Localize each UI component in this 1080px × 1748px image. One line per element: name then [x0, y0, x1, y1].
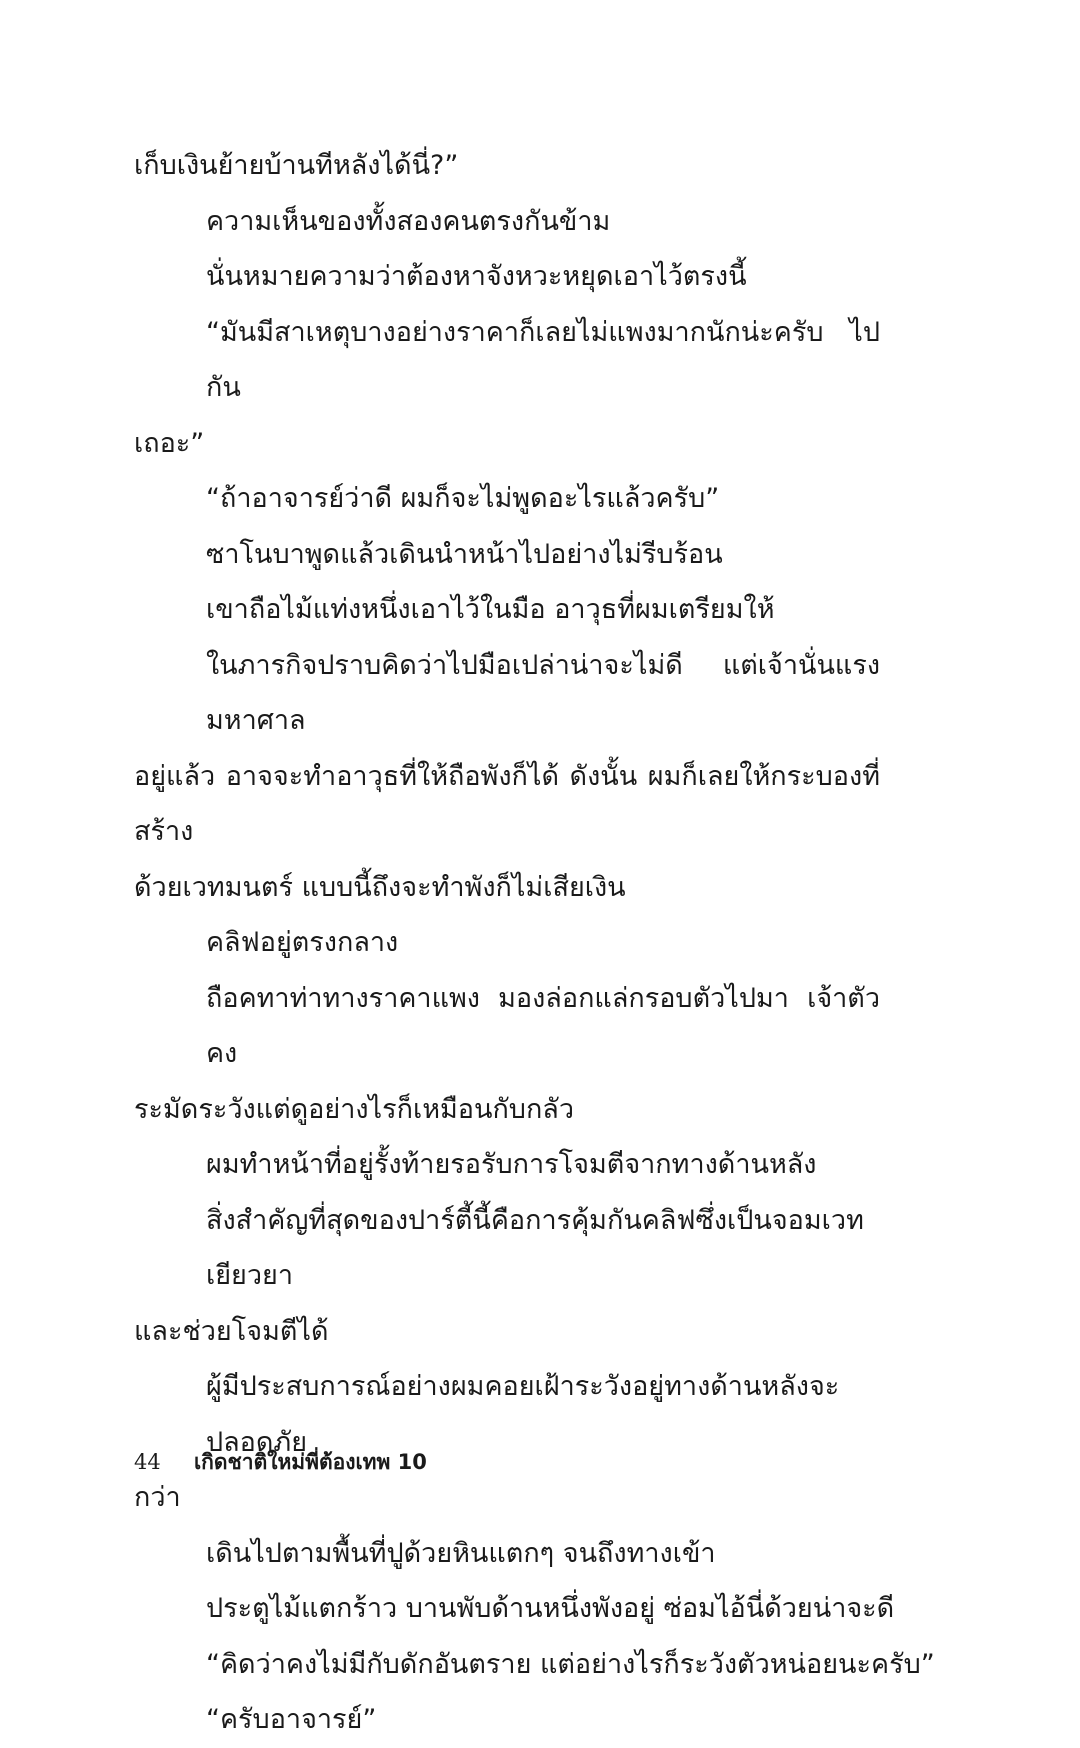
text-line: ความเห็นของทั้งสองคนตรงกันข้าม: [206, 205, 611, 237]
page-number: 44: [134, 1450, 161, 1474]
text-line: อยู่แล้ว อาจจะทำอาวุธที่ให้ถือพังก็ได้ ดังนั้น ผมก็เลยให้กระบองที่สร้าง: [134, 760, 880, 847]
text-line: ประตูไม้แตกร้าว บานพับด้านหนึ่งพังอยู่ ซ่อมไอ้นี่ด้วยน่าจะดี: [206, 1593, 895, 1624]
text-line: “มันมีสาเหตุบางอย่างราคาก็เลยไม่แพงมากนักน่ะครับ ไปกัน: [206, 316, 880, 403]
text-line: ซาโนบาพูดแล้วเดินนำหน้าไปอย่างไม่รีบร้อน: [206, 538, 723, 570]
page-footer: [134, 1447, 427, 1477]
text-line: ระมัดระวังแต่ดูอย่างไรก็เหมือนกับกลัว: [134, 1093, 575, 1125]
text-line: และช่วยโจมตีได้: [134, 1315, 329, 1347]
text-line: ในภารกิจปราบคิดว่าไปมือเปล่าน่าจะไม่ดี แต่เจ้านั่นแรงมหาศาล: [206, 649, 880, 736]
text-line: สิ่งสำคัญที่สุดของปาร์ตี้นี้คือการคุ้มกันคลิฟซึ่งเป็นจอมเวทเยียวยา: [206, 1204, 864, 1291]
text-line: ผมทำหน้าที่อยู่รั้งท้ายรอรับการโจมตีจากทางด้านหลัง: [206, 1149, 817, 1180]
body-text: [134, 138, 935, 1748]
text-line: “คิดว่าคงไม่มีกับดักอันตราย แต่อย่างไรก็ระวังตัวหน่อยนะครับ”: [206, 1648, 935, 1680]
text-line: ด้วยเวทมนตร์ แบบนี้ถึงจะทำพังก็ไม่เสียเงิน: [134, 871, 626, 903]
text-line: นั่นหมายความว่าต้องหาจังหวะหยุดเอาไว้ตรงนี้: [206, 261, 747, 292]
text-line: คลิฟอยู่ตรงกลาง: [206, 927, 399, 958]
text-line: “ครับอาจารย์”: [206, 1704, 377, 1735]
text-line: เดินไปตามพื้นที่ปูด้วยหินแตกๆ จนถึงทางเข้า: [206, 1537, 716, 1569]
text-line: กว่า: [134, 1482, 181, 1513]
text-line: เขาถือไม้แท่งหนึ่งเอาไว้ในมือ อาวุธที่ผมเตรียมให้: [206, 594, 775, 625]
text-line: เก็บเงินย้ายบ้านทีหลังได้นี่?”: [134, 150, 459, 181]
text-line: “ถ้าอาจารย์ว่าดี ผมก็จะไม่พูดอะไรแล้วครับ”: [206, 483, 720, 514]
text-line: เถอะ”: [134, 427, 205, 459]
text-line: ถือคทาท่าทางราคาแพง มองล่อกแล่กรอบตัวไปมา เจ้าตัวคง: [206, 982, 880, 1069]
text-line: ผู้มีประสบการณ์อย่างผมคอยเฝ้าระวังอยู่ทางด้านหลังจะปลอดภัย: [206, 1371, 840, 1458]
book-title: เกิดชาติใหม่พี่ต้องเทพ 10: [194, 1450, 427, 1474]
